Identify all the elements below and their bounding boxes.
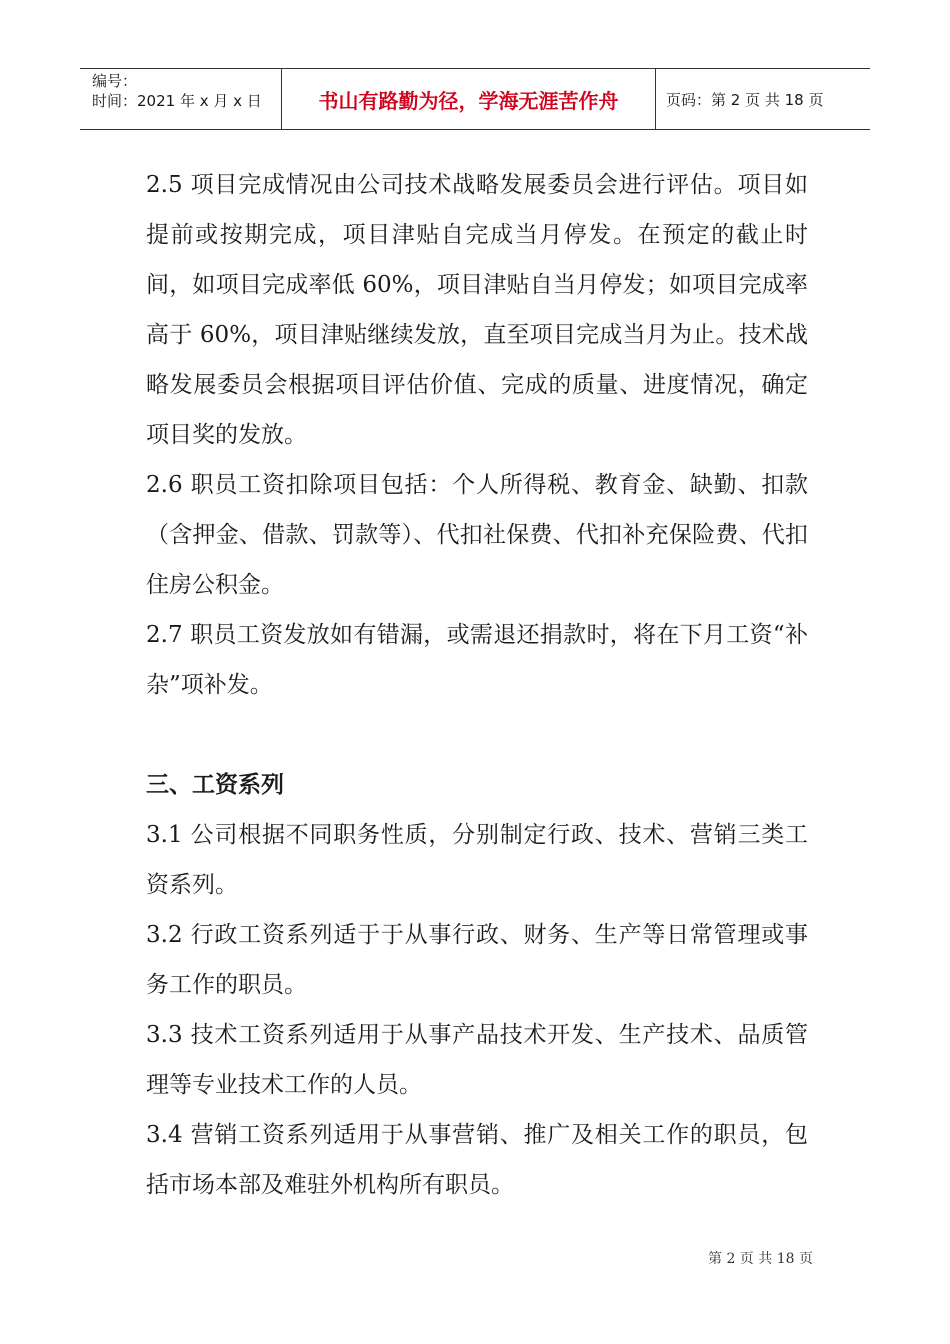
paragraph-3-1: 3.1 公司根据不同职务性质，分别制定行政、技术、营销三类工资系列。 xyxy=(146,822,808,898)
page-footer-number: 第 2 页 共 18 页 xyxy=(708,1251,813,1267)
header-page-code: 页码：第 2 页 共 18 页 xyxy=(666,90,824,109)
paragraph-2-6: 2.6 职员工资扣除项目包括：个人所得税、教育金、缺勤、扣款（含押金、借款、罚款等）、代扣社保费、代扣补充保险费、代扣住房公积金。 xyxy=(146,472,808,598)
section-3-heading: 三、工资系列 xyxy=(146,772,284,798)
paragraph-3-3: 3.3 技术工资系列适用于从事产品技术开发、生产技术、品质管理等专业技术工作的人员。 xyxy=(146,1022,808,1098)
document-body xyxy=(146,160,808,1210)
section-spacer xyxy=(146,710,808,760)
header-meta xyxy=(80,69,282,129)
document-time-label: 时间：2021 年 x 月 x 日 xyxy=(92,92,262,110)
header-motto: 书山有路勤为径，学海无涯苦作舟 xyxy=(282,69,656,129)
paragraph-3-2: 3.2 行政工资系列适于于从事行政、财务、生产等日常管理或事务工作的职员。 xyxy=(146,922,808,998)
document-number-label: 编号： xyxy=(92,72,138,90)
paragraph-3-4: 3.4 营销工资系列适用于从事营销、推广及相关工作的职员，包括市场本部及难驻外机构所有职员。 xyxy=(146,1122,808,1198)
paragraph-2-7: 2.7 职员工资发放如有错漏，或需退还捐款时，将在下月工资“补杂”项补发。 xyxy=(146,622,808,698)
page-header xyxy=(80,68,870,130)
paragraph-2-5: 2.5 项目完成情况由公司技术战略发展委员会进行评估。项目如提前或按期完成，项目津贴自完成当月停发。在预定的截止时间，如项目完成率低 60%，项目津贴自当月停发；如项目完成率高于 60%，项目津贴继续发放，直至项目完成当月为止。技术战略发展委员会根据项目评估价值、完成的质量、进度情况，确定项目奖的发放。 xyxy=(146,172,808,448)
